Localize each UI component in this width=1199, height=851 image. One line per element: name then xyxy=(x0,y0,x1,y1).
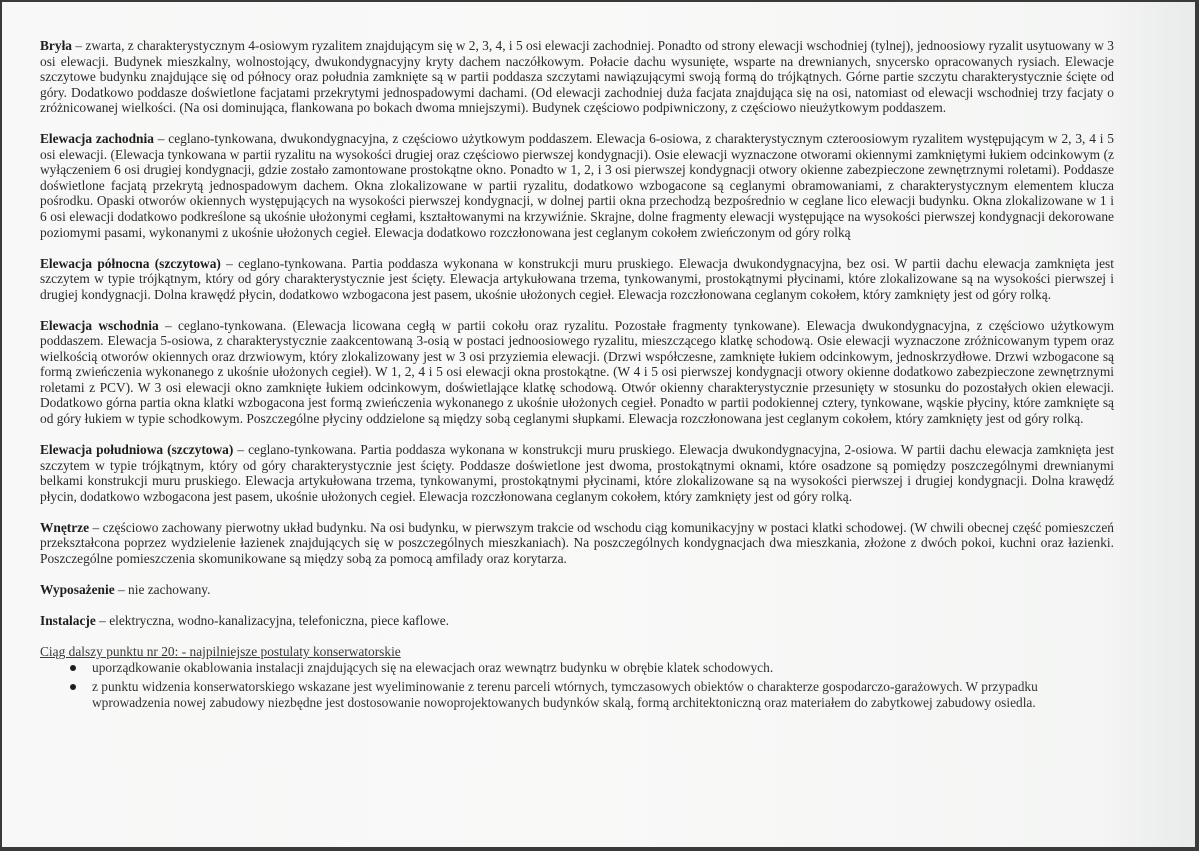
paragraph-lead: Elewacja północna (szczytowa) xyxy=(40,255,221,271)
paragraph-text: – częściowo zachowany pierwotny układ budynku. Na osi budynku, w pierwszym trakcie od wschodu ciąg komunikacyjny w postaci klatki schodowej. (W chwili obecnej część pomieszczeń przekształcona poprzez wydzielenie łazienek znajdujących się w poszczególnych mieszkaniach). Na poszczególnych kondygnacjach dwa mieszkania, złożone z dwóch pokoi, kuchni oraz łazienki. Poszczególne pomieszczenia skomunikowane są między sobą za pomocą amfilady oraz korytarza. xyxy=(40,519,1114,566)
postulates-heading: Ciąg dalszy punktu nr 20: - najpilniejsze postulaty konserwatorskie xyxy=(40,643,401,659)
paragraph-wnetrze xyxy=(40,520,1114,567)
paragraph-text: – ceglano-tynkowana. (Elewacja licowana cegłą w partii cokołu oraz ryzalitu. Pozostałe fragmenty tynkowane). Elewacja dwukondygnacyjna, z częściowo użytkowym poddaszem. Elewacja 5-osiowa, z charakterystycznie zaakcentowaną 3-osią w postaci jednoosiowego ryzalitu, mieszczącego klatkę schodową. Osie elewacji wyznaczone zróżnicowanym typem oraz wielkością otworów okiennych oraz drzwiowym, który zlokalizowany jest w 3 osi przyziemia elewacji. (Drzwi współczesne, zamknięte łukiem odcinkowym, jednoskrzydłowe. Drzwi wzbogacone są formą zwieńczenia wykonanego z ukośnie ułożonych cegieł). W 1, 2, 4 i 5 osi elewacji okna prostokątne. (W 4 i 5 osi pierwszej kondygnacji otwory okienne dodatkowo zabezpieczone zewnętrznymi roletami z PCV). W 3 osi elewacji okno zamknięte łukiem odcinkowym, doświetlające klatkę schodową. Otwór okienny charakterystycznie przesunięty w stosunku do pozostałych okien elewacji. Dodatkowo górna partia okna klatki wzbogacona jest formą zwieńczenia wykonanego z ukośnie ułożonych cegieł. Ponadto w partii podokiennej cztery, tynkowane, wąskie płyciny, które zamknięte są od góry łukiem w typie schodkowym. Poszczególne płyciny oddzielone są między sobą ceglanymi słupkami. Elewacja rozczłonowana jest ceglanym cokołem, który zamknięty jest od góry rolką. xyxy=(40,317,1114,426)
paragraph-elewacja-zachodnia xyxy=(40,131,1114,240)
postulates-list xyxy=(40,660,1114,711)
list-item xyxy=(64,679,1114,710)
paragraph-text: – zwarta, z charakterystycznym 4-osiowym ryzalitem znajdującym się w 2, 3, 4, i 5 osi elewacji zachodniej. Ponadto od strony elewacji wschodniej (tylnej), jednoosiowy ryzalit usytuowany w 3 osi elewacji. Budynek mieszkalny, wolnostojący, dwukondygnacyjny kryty dachem naczółkowym. Połacie dachu wysunięte, wsparte na drewnianych, snycersko opracowanych rysiach. Elewacje szczytowe budynku znajdujące się od północy oraz południa zamknięte są w partii poddasza szczytami nawiązującymi swoją formą do trójkątnych. Górne partie szczytu charakterystycznie ścięte od góry. Dodatkowo poddasze doświetlone facjatami przekrytymi jednospadowymi dachami. (Od elewacji zachodniej duża facjata znajdująca się na osi, natomiast od elewacji wschodniej trzy facjaty o zróżnicowanej wielkości. (Na osi dominująca, flankowana po bokach dwoma mniejszymi). Budynek częściowo podpiwniczony, z częściowo nieużytkowym poddaszem. xyxy=(40,38,1114,116)
paragraph-text: – nie zachowany. xyxy=(114,581,211,597)
list-item xyxy=(64,660,1114,676)
document-body xyxy=(40,38,1114,714)
paragraph-lead: Instalacje xyxy=(40,612,96,628)
paragraph-elewacja-polnocna xyxy=(40,256,1114,303)
paragraph-lead: Elewacja zachodnia xyxy=(40,131,154,147)
list-item-text: z punktu widzenia konserwatorskiego wskazane jest wyeliminowanie z terenu parceli wtórnych, tymczasowych obiektów o charakterze gospodarczo-garażowych. W przypadku wprowadzenia nowej zabudowy niezbędne jest dostosowanie nowoprojektowanych budynków skalą, formą architektoniczną oraz materiałem do zabytkowej zabudowy osiedla. xyxy=(92,679,1038,710)
paragraph-lead: Bryła xyxy=(40,38,72,53)
paragraph-lead: Wyposażenie xyxy=(40,581,115,597)
paragraph-bryla xyxy=(40,38,1114,116)
bullet-icon xyxy=(70,665,76,671)
paragraph-instalacje xyxy=(40,613,1114,629)
paragraph-text: – elektryczna, wodno-kanalizacyjna, telefoniczna, piece kaflowe. xyxy=(95,612,449,628)
paragraph-lead: Wnętrze xyxy=(40,519,90,535)
bullet-icon xyxy=(70,684,76,690)
scanned-page xyxy=(2,2,1195,847)
paragraph-lead: Elewacja południowa (szczytowa) xyxy=(40,442,234,458)
paragraph-elewacja-wschodnia xyxy=(40,318,1114,427)
paragraph-text: – ceglano-tynkowana. Partia poddasza wykonana w konstrukcji muru pruskiego. Elewacja dwukondygnacyjna, bez osi. W partii dachu elewacja zamknięta jest szczytem w typie trójkątnym, który od góry charakterystycznie jest ścięty. Elewacja artykułowana trzema, tynkowanymi, prostokątnymi płycinami, które zlokalizowane są na wysokości pierwszej i drugiej kondygnacji. Dolna krawędź płycin, dodatkowo wzbogacona jest pasem, ukośnie ułożonych cegieł. Elewacja rozczłonowana ceglanym cokołem, który zamknięty jest od góry rolką. xyxy=(40,255,1114,302)
paragraph-wyposazenie xyxy=(40,582,1114,598)
list-item-text: uporządkowanie okablowania instalacji znajdujących się na elewacjach oraz wewnątrz budynku w obrębie klatek schodowych. xyxy=(92,659,774,675)
paragraph-lead: Elewacja wschodnia xyxy=(40,317,159,333)
paragraph-text: – ceglano-tynkowana. Partia poddasza wykonana w konstrukcji muru pruskiego. Elewacja dwukondygnacyjna, 2-osiowa. W partii dachu elewacja zamknięta jest szczytem w typie trójkątnym, który od góry charakterystycznie jest ścięty. Poddasze doświetlone jest dwoma, prostokątnymi oknami, które osadzone są pomiędzy poszczególnymi drewnianymi belkami konstrukcji muru pruskiego. Elewacja artykułowana trzema, tynkowanymi, prostokątnymi płycinami, które zlokalizowane są na wysokości pierwszej i drugiej kondygnacji. Dolna krawędź płycin, dodatkowo wzbogacona jest pasem, ukośnie ułożonych cegieł. Elewacja rozczłonowana ceglanym cokołem, który zamknięty jest od góry rolką. xyxy=(40,442,1114,504)
paragraph-text: – ceglano-tynkowana, dwukondygnacyjna, z częściowo użytkowym poddaszem. Elewacja 6-osiowa, z charakterystycznym czteroosiowym ryzalitem występującym w 2, 3, 4 i 5 osi elewacji. (Elewacja tynkowana w partii ryzalitu na wysokości drugiej oraz częściowo pierwszej kondygnacji). Osie elewacji wyznaczone otworami okiennymi zamkniętymi łukiem odcinkowym (z wyłączeniem 6 osi drugiej kondygnacji, gdzie zostało zamontowane prostokątne okno. Ponadto w 1, 2, i 3 osi pierwszej kondygnacji otwory okienne zabezpieczone zewnętrznymi roletami). Poddasze doświetlone facjatą przekrytą jednospadowym dachem. Okna zlokalizowane w partii ryzalitu, dodatkowo wzbogacone są ceglanymi obramowaniami, z charakterystycznym elementem klucza pośrodku. Opaski otworów okiennych występujących na wysokości pierwszej kondygnacji, w dolnej partii okna przechodzą bezpośrednio w ceglane lico elewacji budynku. Okna zlokalizowane w 1 i 6 osi elewacji dodatkowo podkreślone są ukośnie ułożonymi cegłami, kształtowanymi na krzywiźnie. Skrajne, dolne fragmenty elewacji występujące na wysokości pierwszej kondygnacji dekorowane poziomymi pasami, wykonanymi z ukośnie ułożonych cegieł. Elewacja dodatkowo rozczłonowana jest ceglanym cokołem zwieńczonym od góry rolką xyxy=(40,131,1114,240)
paragraph-elewacja-poludniowa xyxy=(40,442,1114,504)
